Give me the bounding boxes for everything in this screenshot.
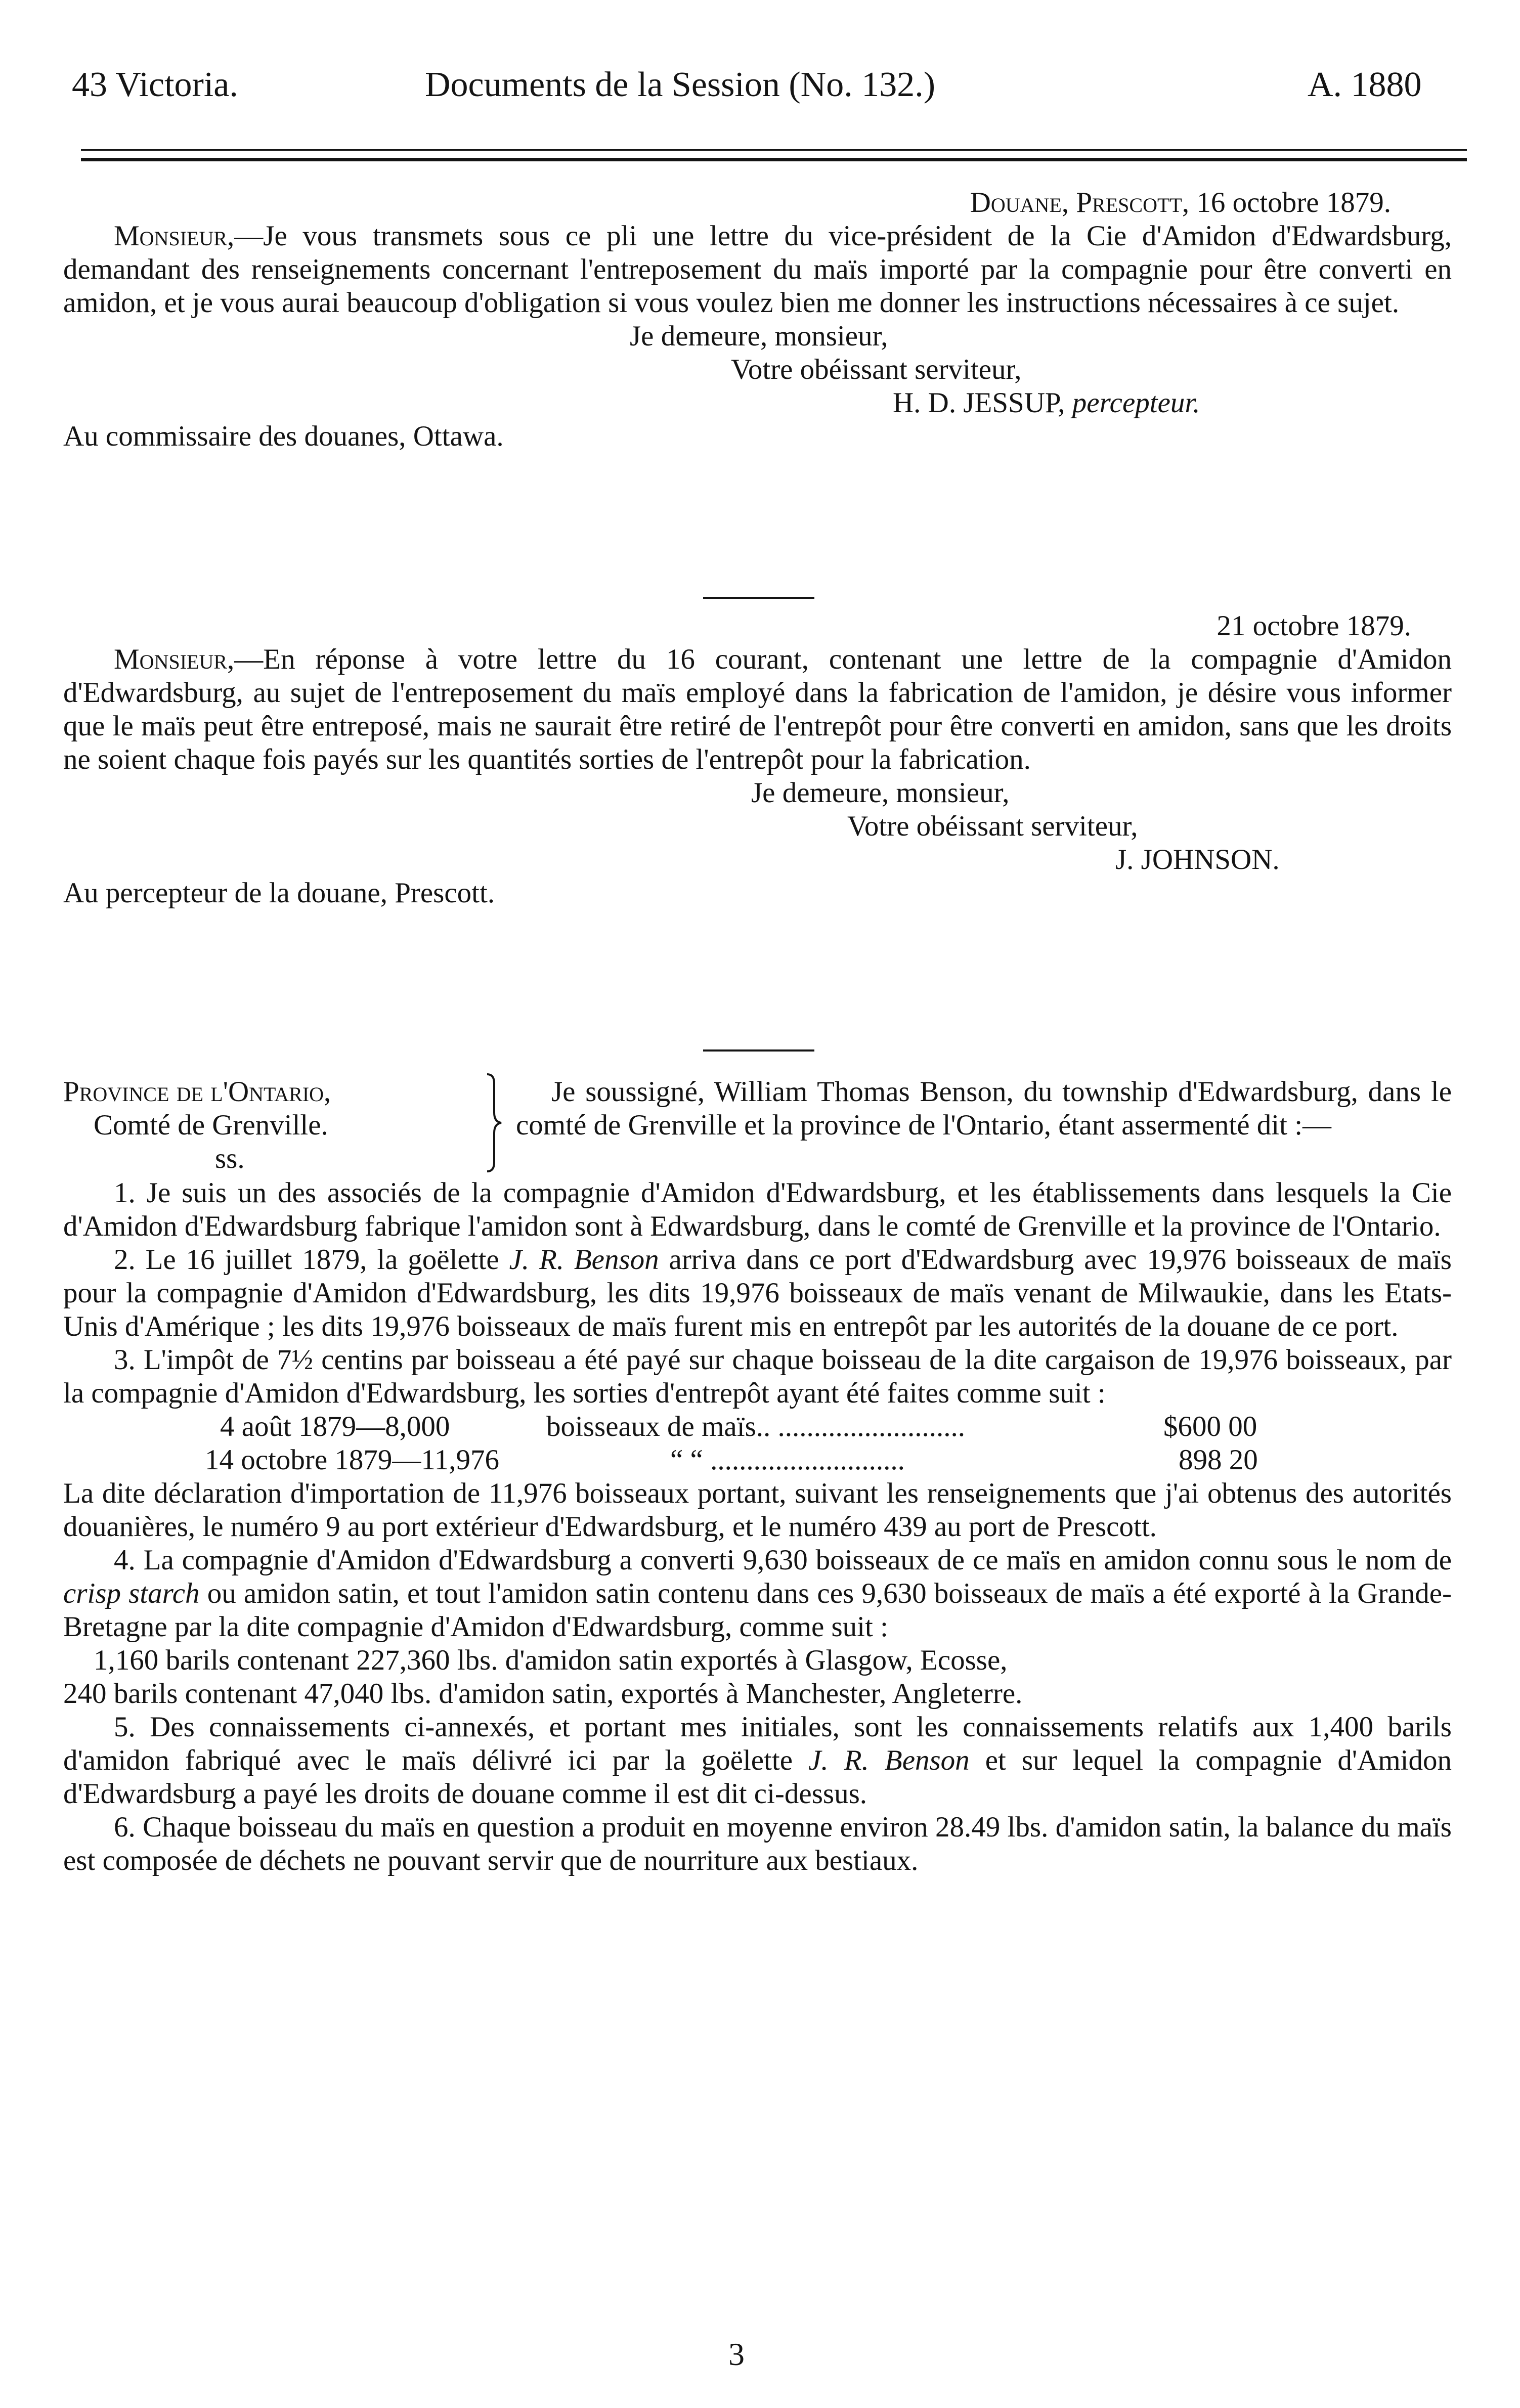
export-line: 240 barils contenant 47,040 lbs. d'amidon satin, exportés à Manchester, Angleterre. [63, 1678, 1023, 1710]
entry-row [63, 1410, 1452, 1443]
para-4 [63, 1544, 1452, 1644]
entry-amount: 898 20 [1179, 1444, 1258, 1476]
header-rule-thick [81, 158, 1467, 161]
closing-line-1: Je demeure, monsieur, [630, 320, 888, 352]
page-number: 3 [728, 2336, 745, 2372]
entry-desc: boisseaux de maïs.. .......................... [546, 1411, 966, 1442]
dateline-date: 16 octobre 1879. [1196, 187, 1391, 218]
para-5-text-b: et sur lequel la compagnie d'Amidon d'Edwardsburg a payé les droits de douane comme il est dit ci-dessus. [63, 1744, 1452, 1810]
closing-line-1: Je demeure, monsieur, [751, 777, 1010, 809]
brace-glyph [483, 1072, 503, 1173]
section-divider [703, 1049, 814, 1052]
venue-county: Comté de Grenville. [94, 1109, 328, 1141]
body-text: —Je vous transmets sous ce pli une lettre du vice-président de la Cie d'Amidon d'Edwardsburg, demandant des renseignements concernant l'entreposement du maïs importé par la compagnie pour être converti en amidon, et je vous aurai beaucoup d'obligation si vous voulez bien me donner les instructions nécessaires à ce sujet. [63, 220, 1452, 319]
entry-amount: $600 00 [1163, 1411, 1257, 1442]
body-text: —En réponse à votre lettre du 16 courant, contenant une lettre de la compagnie d'Amidon d'Edwardsburg, au sujet de l'entreposement du maïs employé dans la fabrication de l'amidon, je désire vous informer que le maïs peut être entreposé, mais ne saurait être retiré de l'entrepôt pour être converti en amidon, sans que les droits ne soient chaque fois payés sur les quantités sorties de l'entrepôt pour la fabrication. [63, 643, 1452, 775]
ship-name: J. R. Benson [808, 1744, 970, 1776]
brace [483, 1072, 503, 1177]
signature [893, 386, 1520, 420]
signature-title: percepteur. [1072, 387, 1200, 419]
affidavit-intro: Je soussigné, William Thomas Benson, du township d'Edwardsburg, dans le comté de Grenville et la province de l'Ontario, étant assermenté dit :— [516, 1076, 1452, 1141]
para-3-continued: La dite déclaration d'importation de 11,976 boisseaux portant, suivant les renseignements que j'ai obtenus des autorités douanières, le numéro 9 au port extérieur d'Edwardsburg, et le numéro 439 au port de Prescott. [63, 1477, 1452, 1543]
signature-name: H. D. JESSUP, [893, 387, 1065, 419]
venue-block [63, 1075, 483, 1175]
para-6: 6. Chaque boisseau du maïs en question a produit en moyenne environ 28.49 lbs. d'amidon satin, la balance du maïs est composée de déchets ne pouvant servir que de nourriture aux bestiaux. [63, 1811, 1452, 1876]
letter-1-body [63, 220, 1452, 320]
para-5-text-a: 5. Des connaissements ci-annexés, et portant mes initiales, sont les connaissements relatifs aux 1,400 barils d'amidon fabriqué avec le maïs délivré ici par la goëlette [63, 1711, 1452, 1776]
closing-line-2: Votre obéissant serviteur, [847, 810, 1138, 842]
para-2 [63, 1243, 1452, 1343]
dateline-place: Douane, Prescott, [970, 187, 1190, 218]
letter-1-dateline [63, 186, 1452, 220]
signature: J. JOHNSON. [1115, 844, 1280, 875]
venue-ss: ss. [215, 1143, 245, 1174]
section-divider [703, 597, 814, 599]
entry-date: 4 août 1879—8,000 [220, 1411, 450, 1442]
ship-name: J. R. Benson [509, 1244, 659, 1276]
letter-2-body [63, 643, 1452, 776]
para-1: 1. Je suis un des associés de la compagnie d'Amidon d'Edwardsburg, et les établissements dans lesquels la Cie d'Amidon d'Edwardsburg fabrique l'amidon sont à Edwardsburg, dans le comté de Grenville et la province de l'Ontario. [63, 1177, 1452, 1242]
export-line: 1,160 barils contenant 227,360 lbs. d'amidon satin exportés à Glasgow, Ecosse, [94, 1644, 1008, 1676]
para-4-text-a: 4. La compagnie d'Amidon d'Edwardsburg a converti 9,630 boisseaux de ce maïs en amidon connu sous le nom de [114, 1544, 1452, 1576]
para-2-text-b: arriva dans ce port d'Edwardsburg avec 19,976 boisseaux de maïs pour la compagnie d'Amidon d'Edwardsburg, les dits 19,976 boisseaux de maïs venant de Milwaukie, dans les Etats-Unis d'Amérique ; les dits 19,976 boisseaux de maïs furent mis en entrepôt par les autorités de la douane de ce port. [63, 1244, 1452, 1342]
header-right: A. 1880 [1308, 65, 1422, 104]
entry-desc: “ “ ........................... [670, 1444, 905, 1476]
salutation: Monsieur, [114, 220, 235, 252]
para-5 [63, 1711, 1452, 1811]
crisp-starch-term: crisp starch [63, 1578, 200, 1609]
closing-line-2: Votre obéissant serviteur, [731, 354, 1022, 385]
header-center: Documents de la Session (No. 132.) [425, 65, 936, 104]
header-left: 43 Victoria. [72, 65, 238, 104]
entry-date: 14 octobre 1879—11,976 [205, 1444, 500, 1476]
withdrawal-entries [63, 1410, 1452, 1477]
header-rule-thin [81, 149, 1467, 151]
letter-2-date: 21 octobre 1879. [1217, 610, 1411, 642]
entry-row [63, 1443, 1452, 1477]
addressee: Au commissaire des douanes, Ottawa. [63, 420, 504, 452]
letter-1 [63, 186, 1452, 453]
addressee: Au percepteur de la douane, Prescott. [63, 877, 495, 909]
venue-province: Province de l'Ontario, [63, 1076, 331, 1108]
letter-2 [63, 609, 1452, 910]
para-3: 3. L'impôt de 7½ centins par boisseau a été payé sur chaque boisseau de la dite cargaison de 19,976 boisseaux, par la compagnie d'Amidon d'Edwardsburg, les sorties d'entrepôt ayant été faites comme suit : [63, 1344, 1452, 1409]
para-4-text-b: ou amidon satin, et tout l'amidon satin contenu dans ces 9,630 boisseaux de maïs a été exporté à la Grande-Bretagne par la dite compagnie d'Amidon d'Edwardsburg, comme suit : [63, 1578, 1452, 1643]
affidavit-body [63, 1176, 1452, 1877]
salutation: Monsieur, [114, 643, 235, 675]
para-2-text-a: 2. Le 16 juillet 1879, la goëlette [114, 1244, 509, 1276]
